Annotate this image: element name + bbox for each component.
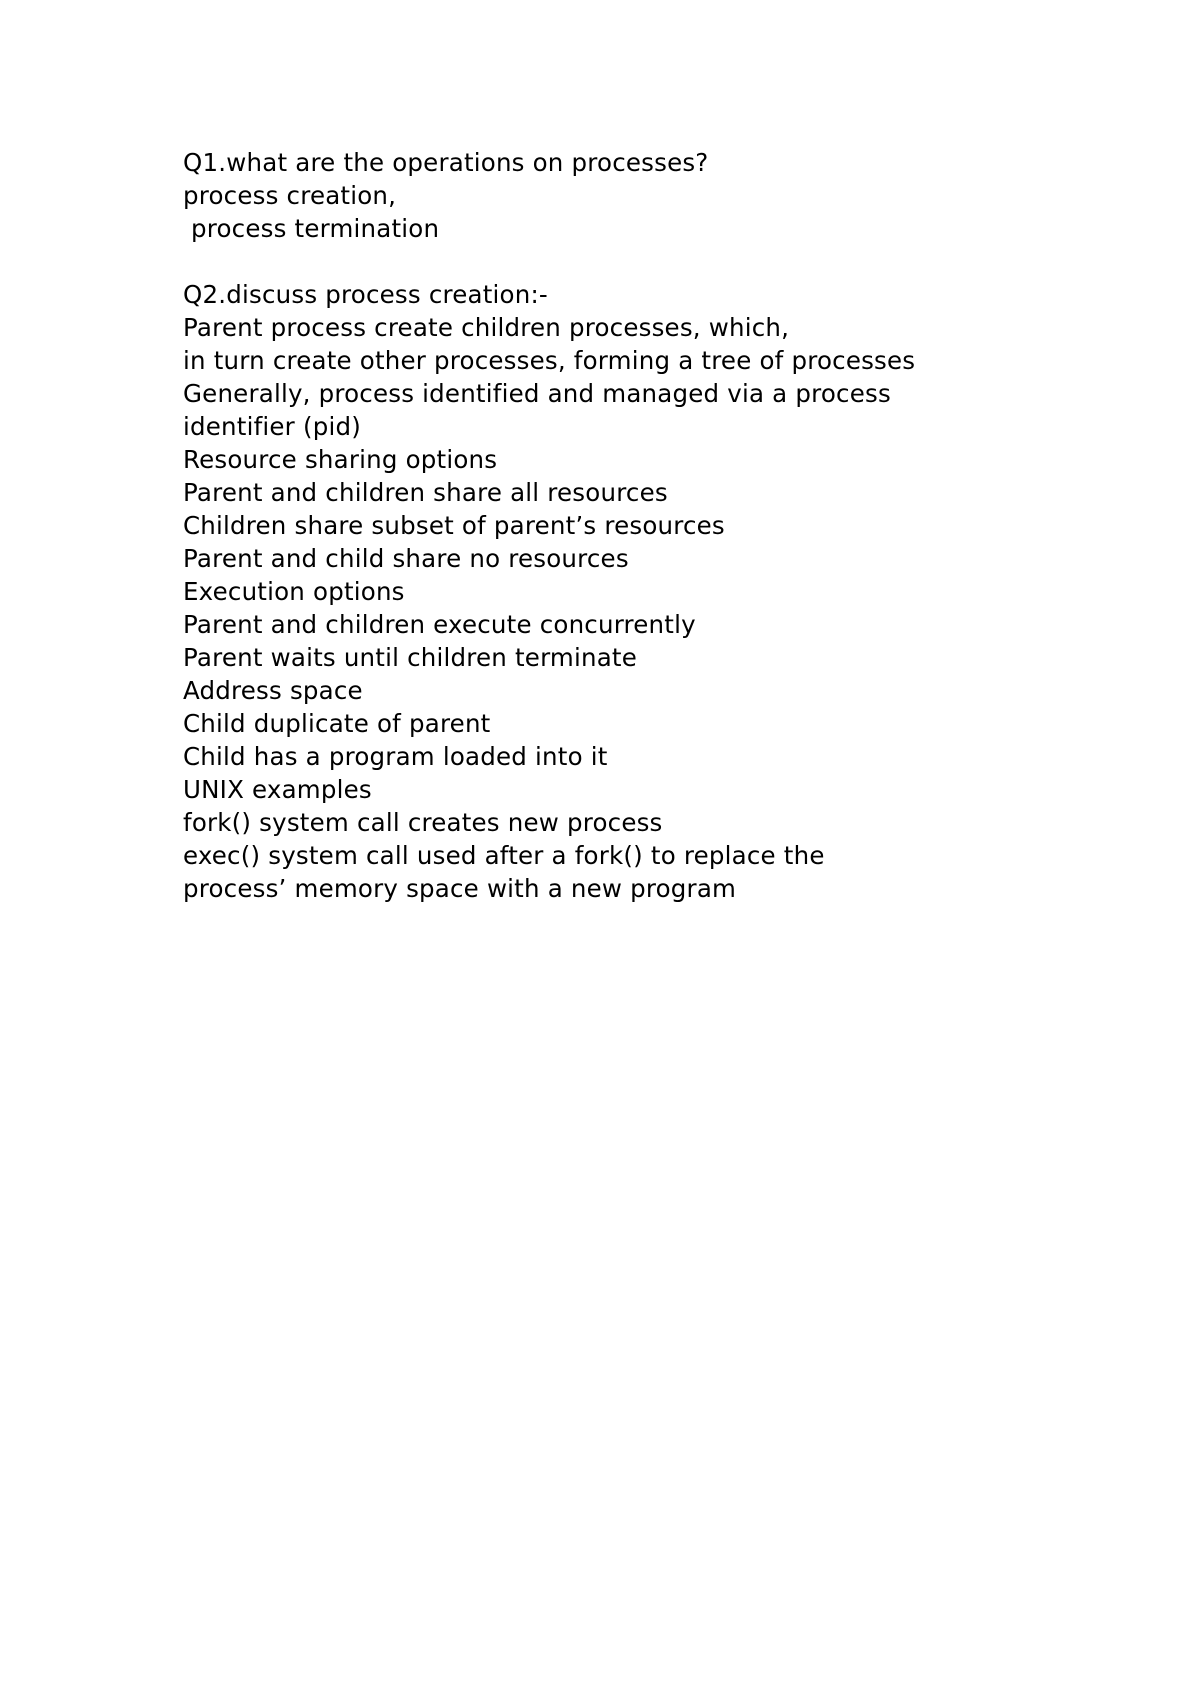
q2-body-line: Generally, process identified and managed via a process [183,379,891,408]
q2-body-line: UNIX examples [183,775,372,804]
document-body [183,146,1123,905]
q2-body-line: Execution options [183,577,405,606]
q2-body-line: in turn create other processes, forming a tree of processes [183,346,916,375]
q2-body-line: Address space [183,676,363,705]
q2-body-line: fork() system call creates new process [183,808,663,837]
q2-body-line: identifier (pid) [183,412,361,441]
q2-body-line: Child duplicate of parent [183,709,491,738]
q2-body-line: Parent and child share no resources [183,544,629,573]
q1-question: Q1.what are the operations on processes? [183,148,709,177]
q2-body-line: process’ memory space with a new program [183,874,737,903]
q2-body-line: Child has a program loaded into it [183,742,608,771]
q2-body-line: exec() system call used after a fork() to replace the [183,841,825,870]
q2-body-line: Children share subset of parent’s resources [183,511,725,540]
q2-body-line: Parent process create children processes, which, [183,313,790,342]
paragraph-spacer [183,245,1123,278]
q2-body-line: Resource sharing options [183,445,498,474]
q2-question: Q2.discuss process creation:- [183,280,548,309]
q1-answer-line: process termination [183,214,440,243]
q1-answer-line: process creation, [183,181,397,210]
q2-body-line: Parent and children execute concurrently [183,610,696,639]
q2-body-line: Parent and children share all resources [183,478,668,507]
q2-body-line: Parent waits until children terminate [183,643,637,672]
